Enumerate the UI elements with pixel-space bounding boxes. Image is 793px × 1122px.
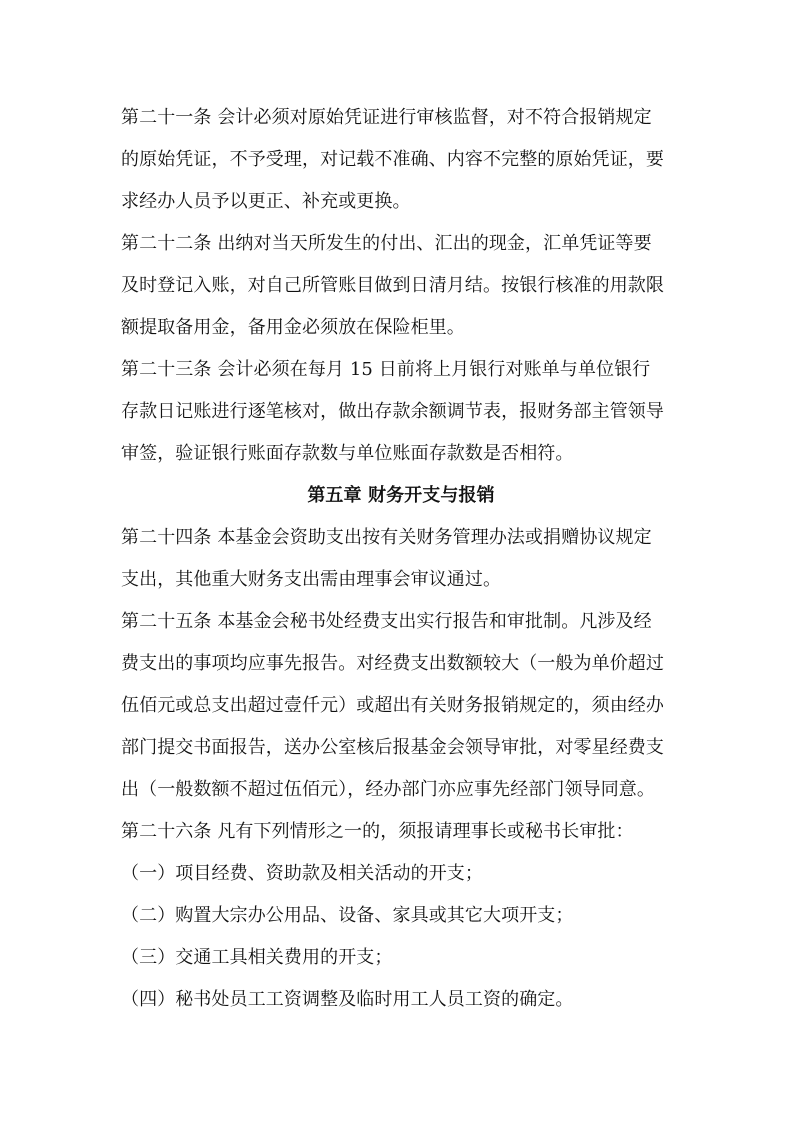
article-25-line-3: 伍佰元或总支出超过壹仟元）或超出有关财务报销规定的，须由经办 — [121, 695, 664, 716]
article-24-line-2: 支出，其他重大财务支出需由理事会审议通过。 — [121, 569, 502, 590]
list-item-1: （一）项目经费、资助款及相关活动的开支； — [121, 863, 483, 884]
article-21-line-3: 求经办人员予以更正、补充或更换。 — [121, 191, 411, 212]
article-26-line-1: 第二十六条 凡有下列情形之一的，须报请理事长或秘书长审批： — [121, 821, 634, 842]
article-25-line-1: 第二十五条 本基金会秘书处经费支出实行报告和审批制。凡涉及经 — [121, 611, 652, 632]
article-25-line-2: 费支出的事项均应事先报告。对经费支出数额较大（一般为单价超过 — [121, 653, 664, 674]
list-item-2: （二）购置大宗办公用品、设备、家具或其它大项开支； — [121, 905, 574, 926]
document-body — [121, 97, 681, 1021]
article-22-line-1: 第二十二条 出纳对当天所发生的付出、汇出的现金，汇单凭证等要 — [121, 233, 652, 254]
article-24-line-1: 第二十四条 本基金会资助支出按有关财务管理办法或捐赠协议规定 — [121, 527, 652, 548]
article-25-line-5: 出（一般数额不超过伍佰元），经办部门亦应事先经部门领导同意。 — [121, 779, 655, 800]
article-21-line-2: 的原始凭证，不予受理，对记载不准确、内容不完整的原始凭证，要 — [121, 149, 664, 170]
article-23-line-1: 第二十三条 会计必须在每月 15 日前将上月银行对账单与单位银行 — [121, 359, 651, 380]
list-item-3: （三）交通工具相关费用的开支； — [121, 947, 393, 968]
article-25-line-4: 部门提交书面报告，送办公室核后报基金会领导审批，对零星经费支 — [121, 737, 664, 758]
chapter-heading: 第五章 财务开支与报销 — [307, 485, 495, 506]
list-item-4: （四）秘书处员工工资调整及临时用工人员工资的确定。 — [121, 989, 574, 1010]
article-23-line-2: 存款日记账进行逐笔核对，做出存款余额调节表，报财务部主管领导 — [121, 401, 664, 422]
article-23-line-3: 审签，验证银行账面存款数与单位账面存款数是否相符。 — [121, 443, 574, 464]
article-21-line-1: 第二十一条 会计必须对原始凭证进行审核监督，对不符合报销规定 — [121, 107, 652, 128]
article-22-line-2: 及时登记入账，对自己所管账目做到日清月结。按银行核准的用款限 — [121, 275, 664, 296]
article-22-line-3: 额提取备用金，备用金必须放在保险柜里。 — [121, 317, 465, 338]
